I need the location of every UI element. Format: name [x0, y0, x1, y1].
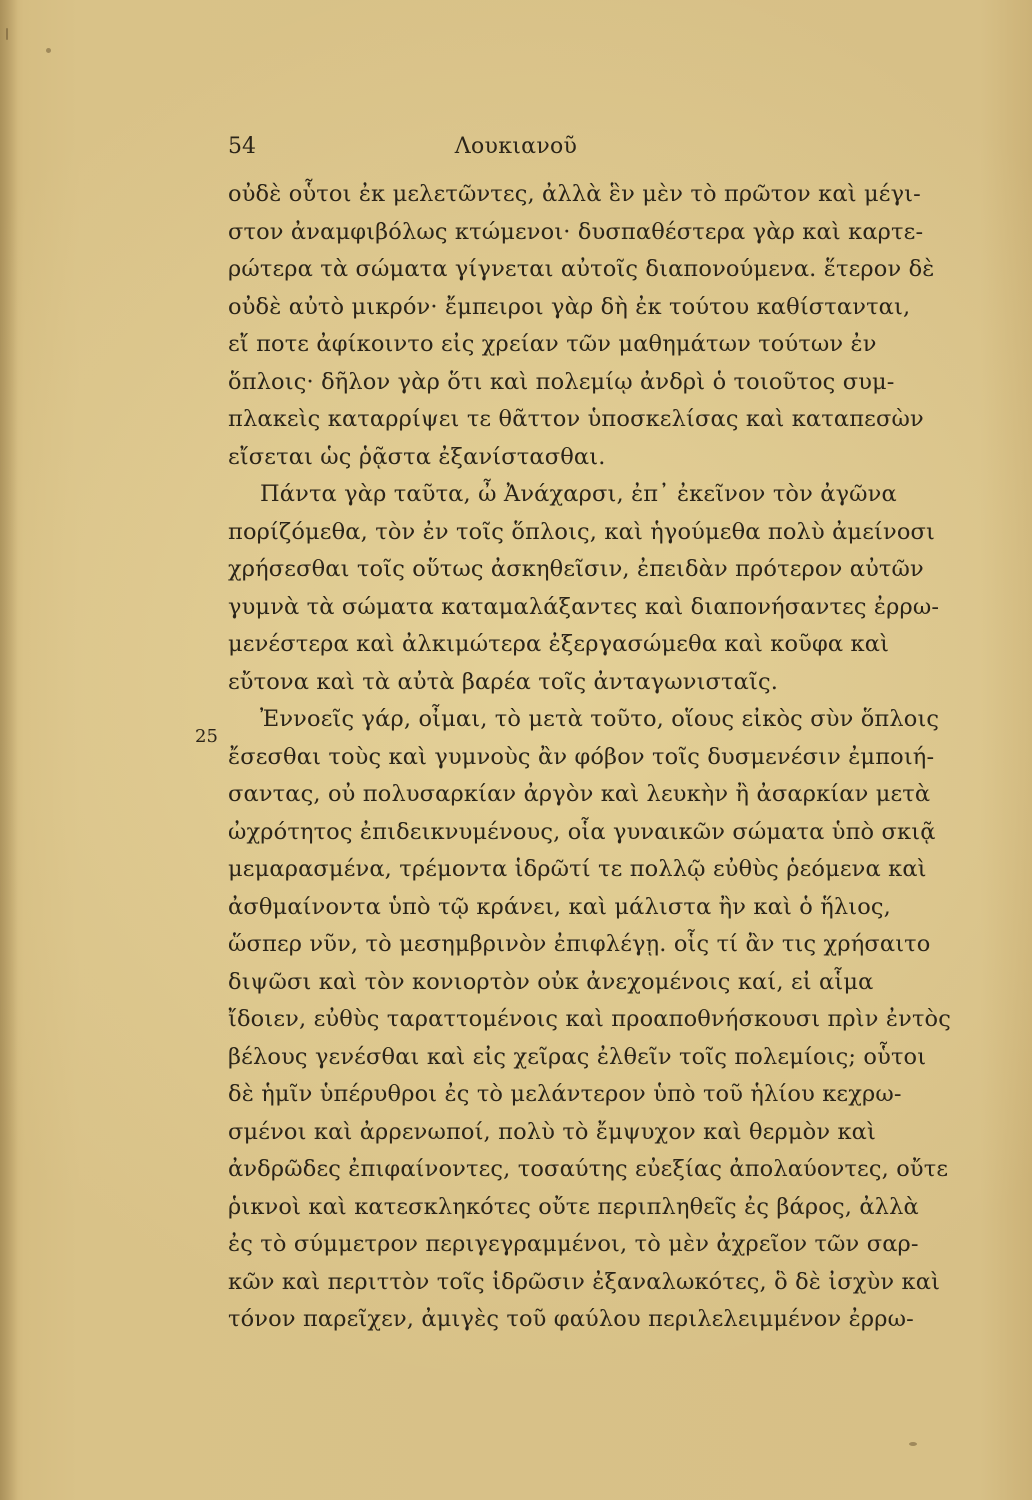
text-line: χρήσεσθαι τοῖς οὕτως ἀσκηθεῖσιν, ἐπειδὰν πρότερον αὐτῶν: [228, 556, 924, 582]
text-line: στον ἀναμφιβόλως κτώμενοι· δυσπαθέστερα γὰρ καὶ καρτε-: [228, 218, 924, 245]
text-line: πορίζόμεθα, τὸν ἐν τοῖς ὅπλοις, καὶ ἡγούμεθα πολὺ ἀμείνοσι: [228, 518, 935, 545]
text-line: τόνον παρεῖχεν, ἀμιγὲς τοῦ φαύλου περιλελειμμένον ἐρρω-: [228, 1306, 914, 1332]
text-line: ἴδοιεν, εὐθὺς ταραττομένοις καὶ προαποθνήσκουσι πρὶν ἐντὸς: [228, 1006, 951, 1032]
text-line: ἀσθμαίνοντα ὑπὸ τῷ κράνει, καὶ μάλιστα ἢν καὶ ὁ ἥλιος,: [228, 893, 891, 920]
body-text: [228, 176, 964, 1339]
paper-speck: [6, 28, 8, 40]
paper-speck: [909, 1442, 917, 1446]
text-line: εἴσεται ὡς ῥᾷστα ἐξανίστασθαι.: [228, 443, 606, 470]
text-line: βέλους γενέσθαι καὶ εἰς χεῖρας ἐλθεῖν τοῖς πολεμίοις; οὗτοι: [228, 1043, 927, 1070]
text-line: σαντας, οὐ πολυσαρκίαν ἀργὸν καὶ λευκὴν ἢ ἀσαρκίαν μετὰ: [228, 781, 931, 807]
text-line: ἔσεσθαι τοὺς καὶ γυμνοὺς ἂν φόβον τοῖς δυσμενέσιν ἐμποιή-: [228, 743, 935, 770]
text-line: ἐς τὸ σύμμετρον περιγεγραμμένοι, τὸ μὲν ἀχρεῖον τῶν σαρ-: [228, 1231, 919, 1257]
text-line: ὅπλοις· δῆλον γὰρ ὅτι καὶ πολεμίῳ ἀνδρὶ ὁ τοιοῦτος συμ-: [228, 368, 895, 395]
text-line: ὠχρότητος ἐπιδεικνυμένους, οἷα γυναικῶν σώματα ὑπὸ σκιᾷ: [228, 818, 936, 845]
page-header: [0, 132, 1032, 168]
text-line: ἀνδρῶδες ἐπιφαίνοντες, τοσαύτης εὐεξίας ἀπολαύοντες, οὔτε: [228, 1156, 949, 1182]
line-number: 25: [195, 726, 218, 747]
running-title: Λουκιανοῦ: [454, 134, 578, 159]
text-line: κῶν καὶ περιττὸν τοῖς ἱδρῶσιν ἐξαναλωκότες, ὃ δὲ ἰσχὺν καὶ: [228, 1268, 941, 1295]
text-line: εἴ ποτε ἀφίκοιντο εἰς χρείαν τῶν μαθημάτων τούτων ἐν: [228, 331, 877, 357]
paper-speck: [46, 48, 51, 53]
paragraph-start-line: Πάντα γὰρ ταῦτα, ὦ Ἀνάχαρσι, ἐπ᾽ ἐκεῖνον τὸν ἀγῶνα: [260, 481, 897, 507]
text-line: εὔτονα καὶ τὰ αὐτὰ βαρέα τοῖς ἀνταγωνισταῖς.: [228, 668, 779, 695]
text-line: πλακεὶς καταρρίψει τε θᾶττον ὑποσκελίσας καὶ καταπεσὼν: [228, 406, 924, 432]
text-line: γυμνὰ τὰ σώματα καταμαλάξαντες καὶ διαπονήσαντες ἐρρω-: [228, 593, 940, 620]
binding-shadow: [0, 0, 18, 1500]
text-line: ὥσπερ νῦν, τὸ μεσημβρινὸν ἐπιφλέγῃ. οἷς τί ἂν τις χρήσαιτο: [228, 931, 931, 957]
text-line: μενέστερα καὶ ἀλκιμώτερα ἐξεργασώμεθα καὶ κοῦφα καὶ: [228, 631, 890, 657]
text-line: μεμαρασμένα, τρέμοντα ἱδρῶτί τε πολλῷ εὐθὺς ῥεόμενα καὶ: [228, 856, 927, 882]
text-line: ρώτερα τὰ σώματα γίγνεται αὐτοῖς διαπονούμενα. ἕτερον δὲ: [228, 256, 935, 282]
text-line: οὐδὲ οὗτοι ἐκ μελετῶντες, ἀλλὰ ἓν μὲν τὸ πρῶτον καὶ μέγι-: [228, 181, 921, 207]
text-line: διψῶσι καὶ τὸν κονιορτὸν οὐκ ἀνεχομένοις καί, εἰ αἷμα: [228, 968, 874, 995]
page-number: 54: [228, 134, 256, 159]
text-line: οὐδὲ αὐτὸ μικρόν· ἔμπειροι γὰρ δὴ ἐκ τούτου καθίστανται,: [228, 293, 911, 320]
text-line: δὲ ἡμῖν ὑπέρυθροι ἐς τὸ μελάντερον ὑπὸ τοῦ ἡλίου κεχρω-: [228, 1081, 902, 1107]
text-line: σμένοι καὶ ἀρρενωποί, πολὺ τὸ ἔμψυχον καὶ θερμὸν καὶ: [228, 1118, 876, 1145]
paragraph-start-line: Ἐννοεῖς γάρ, οἶμαι, τὸ μετὰ τοῦτο, οἵους εἰκὸς σὺν ὅπλοις: [260, 706, 940, 732]
text-line: ῥικνοὶ καὶ κατεσκληκότες οὔτε περιπληθεῖς ἐς βάρος, ἀλλὰ: [228, 1193, 919, 1220]
